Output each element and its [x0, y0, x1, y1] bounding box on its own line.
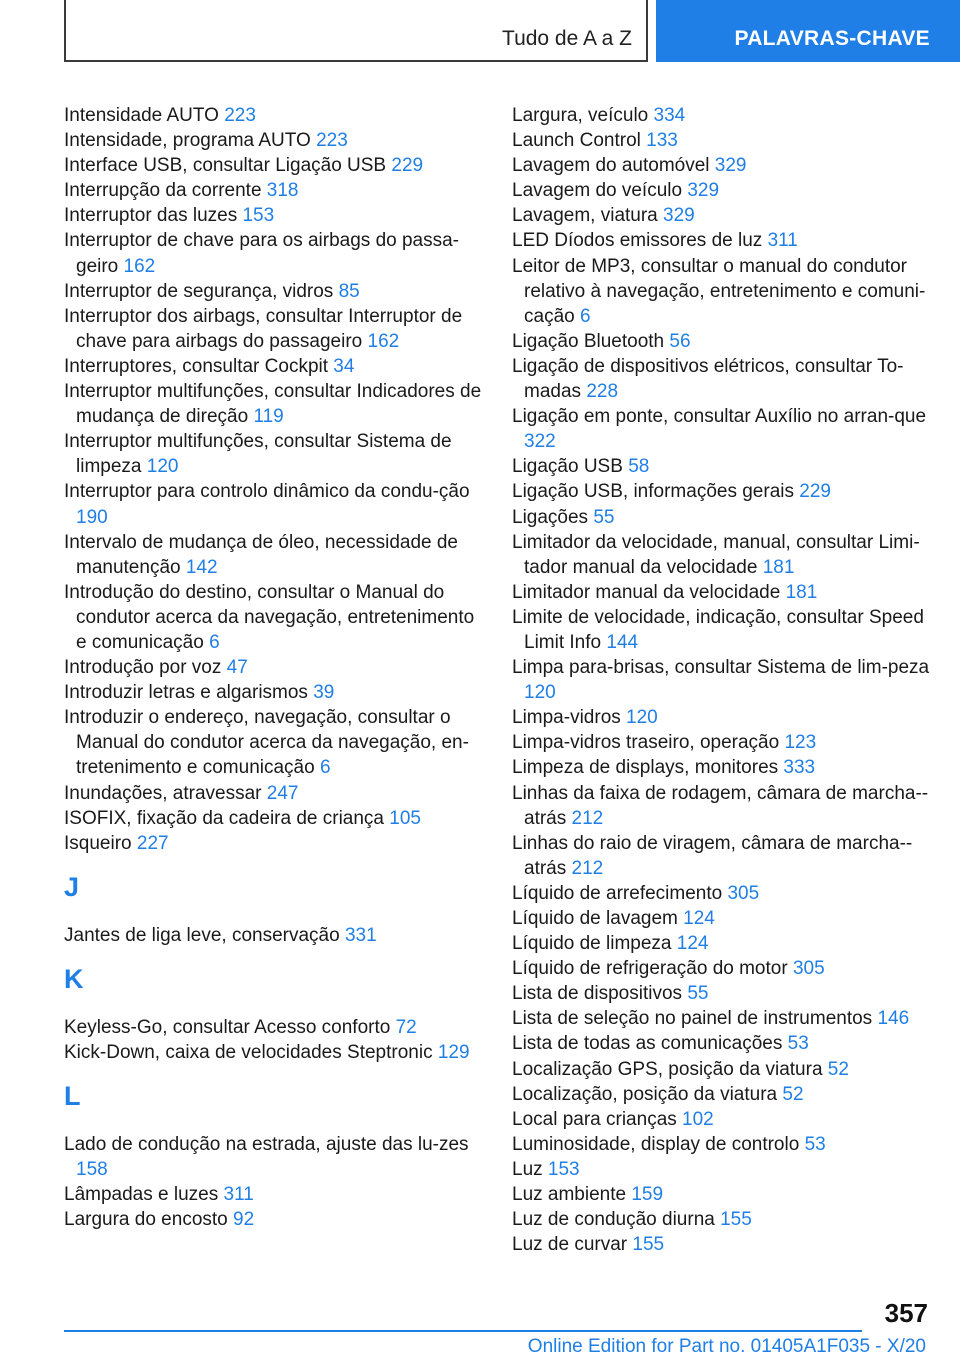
- index-entry-text: Interruptor de chave para os airbags do passa‐geiro: [64, 230, 460, 277]
- index-entry: [512, 254, 932, 329]
- index-entry: [512, 1006, 932, 1031]
- index-page-link[interactable]: 333: [783, 757, 816, 779]
- index-entry: [512, 354, 932, 404]
- index-page-link[interactable]: 6: [579, 305, 591, 327]
- index-entry: [64, 203, 484, 228]
- index-entry: [512, 655, 932, 705]
- index-entry: [64, 228, 484, 278]
- index-entry: [512, 1182, 932, 1207]
- index-entry-text: Líquido de lavagem: [512, 908, 678, 929]
- index-entry-text: Lista de seleção no painel de instrumentos: [512, 1008, 873, 1030]
- index-page-link[interactable]: 305: [792, 958, 825, 980]
- index-entry: [512, 1232, 932, 1257]
- section-tab[interactable]: [64, 0, 648, 62]
- index-page-link[interactable]: 102: [682, 1108, 714, 1130]
- index-page-link[interactable]: 92: [233, 1209, 255, 1231]
- index-entry-text: Interrupção da corrente: [64, 180, 262, 202]
- index-entry-text: Isqueiro: [64, 832, 132, 854]
- index-entry: [512, 454, 932, 479]
- index-page-link[interactable]: 311: [223, 1184, 254, 1206]
- index-entry: [64, 1182, 484, 1207]
- index-page-link[interactable]: 318: [266, 180, 299, 202]
- index-page-link[interactable]: 47: [226, 657, 248, 679]
- index-entry: [512, 1132, 932, 1157]
- index-page-link[interactable]: 123: [784, 732, 817, 754]
- index-entry-text: Launch Control: [512, 130, 641, 152]
- index-entry: [64, 304, 484, 354]
- index-entry-text: Interface USB, consultar Ligação USB: [64, 155, 387, 177]
- index-entry-text: Luz ambiente: [512, 1184, 627, 1206]
- index-page-link[interactable]: 247: [266, 782, 299, 804]
- index-page-link[interactable]: 159: [631, 1184, 664, 1206]
- keywords-tab[interactable]: [656, 0, 960, 62]
- index-page-link[interactable]: 6: [319, 757, 331, 779]
- index-entry: [512, 831, 932, 881]
- index-entry: [512, 1107, 932, 1132]
- index-entry: [64, 831, 484, 856]
- index-page-link[interactable]: 329: [714, 155, 747, 177]
- index-entry: [512, 505, 932, 530]
- index-entry-text: Lado de condução na estrada, ajuste das lu‐zes: [64, 1134, 469, 1156]
- index-page-link[interactable]: 229: [391, 155, 424, 177]
- index-entry: [512, 881, 932, 906]
- index-entry: [512, 781, 932, 831]
- index-entry-text: Limpa-vidros traseiro, operação: [512, 732, 780, 754]
- index-page-link[interactable]: 55: [687, 983, 709, 1005]
- index-page-link[interactable]: 52: [827, 1058, 849, 1080]
- index-entry: [64, 1132, 484, 1182]
- index-entry: [512, 981, 932, 1006]
- page-header: [0, 0, 960, 66]
- index-entry-text: Introdução por voz: [64, 657, 222, 679]
- index-entry-text: Ligação em ponte, consultar Auxílio no arran‐que: [512, 406, 927, 428]
- index-entry: [512, 906, 932, 931]
- index-page-link[interactable]: 124: [683, 908, 715, 929]
- index-entry-text: Lavagem do automóvel: [512, 155, 710, 177]
- index-entry: [512, 530, 932, 580]
- index-entry: [64, 103, 484, 128]
- index-entry: [512, 203, 932, 228]
- index-page-link[interactable]: 212: [571, 807, 604, 829]
- index-entry: [512, 1082, 932, 1107]
- index-entry: [64, 153, 484, 178]
- index-entry-text: Limpa-vidros: [512, 707, 621, 729]
- index-page-link[interactable]: 72: [395, 1016, 417, 1038]
- index-entry-text: Localização, posição da viatura: [512, 1083, 778, 1105]
- index-page-link[interactable]: 155: [632, 1234, 665, 1256]
- index-entry: [64, 379, 484, 429]
- index-page-link[interactable]: 322: [524, 431, 556, 453]
- index-entry: [64, 1040, 484, 1065]
- index-page-link[interactable]: 158: [76, 1159, 108, 1181]
- index-entry-text: Limite de velocidade, indicação, consultar Speed Limit Info: [512, 606, 924, 653]
- index-page-link[interactable]: 124: [676, 933, 709, 955]
- index-entry-text: Limpeza de displays, monitores: [512, 757, 779, 779]
- index-entry: [64, 178, 484, 203]
- index-entry-text: Interruptor de segurança, vidros: [64, 280, 334, 302]
- index-entry: [512, 705, 932, 730]
- index-letter-heading: J: [64, 871, 80, 902]
- index-entry-text: Limitador manual da velocidade: [512, 581, 781, 603]
- index-entry: [512, 1157, 932, 1182]
- index-page-link[interactable]: 223: [224, 105, 256, 126]
- index-entry: [512, 931, 932, 956]
- index-entry-text: Lista de dispositivos: [512, 983, 683, 1005]
- index-entry: [512, 103, 932, 128]
- index-entry: [512, 755, 932, 780]
- index-entry: [64, 479, 484, 529]
- index-entry-text: Lavagem do veículo: [512, 180, 683, 202]
- index-letter-heading: L: [64, 1081, 81, 1112]
- index-column-right: [512, 103, 932, 1257]
- index-entry-text: Interruptores, consultar Cockpit: [64, 355, 329, 377]
- index-entry-text: Local para crianças: [512, 1108, 677, 1130]
- index-entry-text: Localização GPS, posição da viatura: [512, 1058, 823, 1080]
- index-page-link[interactable]: 153: [242, 205, 275, 227]
- index-entry: [64, 580, 484, 655]
- index-entry: [64, 1207, 484, 1232]
- index-entry: [512, 1207, 932, 1232]
- index-page-link[interactable]: 181: [762, 556, 795, 578]
- index-page-link[interactable]: 120: [146, 456, 179, 478]
- index-page-link[interactable]: 119: [253, 406, 284, 428]
- index-entry-text: Interruptor multifunções, consultar Sistema de limpeza: [64, 431, 452, 478]
- index-entry-text: Intervalo de mudança de óleo, necessidade de manutenção: [64, 531, 458, 578]
- index-entry: [512, 228, 932, 253]
- index-page-link[interactable]: 190: [76, 506, 108, 528]
- index-entry: [64, 923, 484, 948]
- index-entry-text: Lâmpadas e luzes: [64, 1184, 219, 1206]
- index-entry-text: Luminosidade, display de controlo: [512, 1133, 800, 1155]
- keywords-tab-label: PALAVRAS-CHAVE: [734, 27, 930, 50]
- index-page-link[interactable]: 120: [626, 707, 658, 729]
- index-entry: [512, 1057, 932, 1082]
- index-page-link[interactable]: 229: [799, 481, 831, 503]
- index-entry-text: Interruptor dos airbags, consultar Interruptor de chave para airbags do passageiro: [64, 305, 463, 352]
- index-entry-text: Introdução do destino, consultar o Manual do condutor acerca da navegação, entretenimento e comunicação: [64, 581, 475, 653]
- index-entry-text: ISOFIX, fixação da cadeira de criança: [64, 807, 384, 829]
- index-entry-text: Linhas do raio de viragem, câmara de marcha-‐atrás: [512, 832, 913, 879]
- index-entry: [512, 605, 932, 655]
- index-entry-text: Intensidade AUTO: [64, 105, 219, 126]
- index-entry: [64, 806, 484, 831]
- index-entry: [64, 128, 484, 153]
- index-page-link[interactable]: 53: [787, 1033, 809, 1055]
- index-entry-text: Limitador da velocidade, manual, consultar Limi‐tador manual da velocidade: [512, 531, 920, 578]
- index-page-link[interactable]: 223: [316, 130, 348, 152]
- index-entry: [512, 329, 932, 354]
- section-tab-label: Tudo de A a Z: [502, 27, 632, 50]
- index-entry-text: Ligação USB: [512, 456, 623, 478]
- index-page-link[interactable]: 329: [663, 205, 695, 227]
- index-column-left: [64, 103, 484, 1232]
- index-entry: [512, 178, 932, 203]
- index-entry-text: Ligações: [512, 506, 589, 528]
- index-entry-text: Interruptor das luzes: [64, 205, 238, 227]
- index-entry-text: Luz de curvar: [512, 1234, 628, 1256]
- index-entry-text: LED Díodos emissores de luz: [512, 230, 763, 252]
- index-entry: [64, 1015, 484, 1040]
- index-page-link[interactable]: 329: [687, 180, 720, 202]
- index-entry: [64, 655, 484, 680]
- index-entry-text: Lavagem, viatura: [512, 205, 658, 227]
- index-page-link[interactable]: 311: [767, 230, 798, 252]
- index-entry: [64, 530, 484, 580]
- index-entry-text: Inundações, atravessar: [64, 782, 262, 804]
- index-entry-text: Keyless-Go, consultar Acesso conforto: [64, 1016, 391, 1038]
- index-entry-text: Líquido de arrefecimento: [512, 882, 723, 904]
- index-entry-text: Jantes de liga leve, conservação: [64, 924, 340, 946]
- index-page-link[interactable]: 153: [547, 1158, 580, 1180]
- index-entry-text: Líquido de limpeza: [512, 933, 672, 955]
- index-entry-text: Luz: [512, 1158, 543, 1180]
- footer-divider: [64, 1330, 862, 1332]
- index-page-link[interactable]: 34: [333, 355, 355, 377]
- index-entry-text: Luz de condução diurna: [512, 1209, 715, 1231]
- index-page-link[interactable]: 53: [804, 1133, 826, 1155]
- index-entry-text: Interruptor para controlo dinâmico da condu‐ção: [64, 481, 470, 503]
- index-page-link[interactable]: 331: [344, 924, 377, 946]
- index-entry: [64, 429, 484, 479]
- index-page-link[interactable]: 55: [593, 506, 615, 528]
- index-page-link[interactable]: 212: [571, 857, 604, 879]
- index-entry-text: Líquido de refrigeração do motor: [512, 958, 788, 980]
- index-entry-text: Leitor de MP3, consultar o manual do condutor relativo à navegação, entretenimento e comuni‐cação: [512, 255, 926, 327]
- index-page-link[interactable]: 6: [209, 631, 220, 653]
- index-entry-text: Limpa para-brisas, consultar Sistema de lim‐peza: [512, 657, 930, 679]
- index-entry-text: Linhas da faixa de rodagem, câmara de marcha-‐atrás: [512, 782, 929, 829]
- index-entry: [512, 580, 932, 605]
- index-entry-text: Introduzir o endereço, navegação, consultar o Manual do condutor acerca da navegação, en‐tretenimento e comunicação: [64, 707, 469, 779]
- index-page-link[interactable]: 120: [524, 682, 556, 704]
- index-entry-text: Interruptor multifunções, consultar Indicadores de mudança de direção: [64, 381, 482, 428]
- index-page-link[interactable]: 144: [606, 631, 639, 653]
- index-page-link[interactable]: 56: [669, 330, 691, 352]
- index-page-link[interactable]: 52: [782, 1083, 804, 1105]
- index-page-link[interactable]: 227: [136, 832, 169, 854]
- index-entry-text: Introduzir letras e algarismos: [64, 682, 308, 704]
- index-page-link[interactable]: 39: [313, 682, 335, 704]
- index-page-link[interactable]: 305: [727, 882, 760, 904]
- index-letter-heading: K: [64, 963, 84, 994]
- index-entry: [512, 128, 932, 153]
- index-page-link[interactable]: 85: [338, 280, 360, 302]
- index-entry-text: Ligação Bluetooth: [512, 330, 665, 352]
- index-entry-text: Intensidade, programa AUTO: [64, 130, 311, 152]
- index-page-link[interactable]: 142: [185, 556, 218, 578]
- index-page-link[interactable]: 155: [720, 1209, 752, 1231]
- index-entry: [64, 705, 484, 780]
- page-number: 357: [884, 1298, 928, 1328]
- index-entry: [512, 479, 932, 504]
- index-page-link[interactable]: 146: [877, 1008, 910, 1030]
- index-entry: [512, 956, 932, 981]
- index-entry-text: Kick-Down, caixa de velocidades Steptronic: [64, 1042, 433, 1063]
- index-page-link[interactable]: 162: [123, 255, 156, 277]
- index-entry: [64, 781, 484, 806]
- index-entry-text: Largura, veículo: [512, 105, 649, 126]
- index-page-link[interactable]: 181: [785, 581, 818, 603]
- index-entry-text: Largura do encosto: [64, 1209, 228, 1231]
- index-page-link[interactable]: 162: [367, 330, 400, 352]
- index-entry: [64, 279, 484, 304]
- index-entry-text: Lista de todas as comunicações: [512, 1033, 783, 1055]
- index-page-link[interactable]: 228: [586, 381, 619, 403]
- index-entry: [512, 153, 932, 178]
- index-entry: [64, 354, 484, 379]
- footer-edition-text: Online Edition for Part no. 01405A1F035 - X/20: [527, 1336, 926, 1357]
- index-page-link[interactable]: 133: [646, 130, 678, 152]
- index-entry: [64, 680, 484, 705]
- index-entry-text: Ligação de dispositivos elétricos, consultar To‐madas: [512, 355, 904, 403]
- index-entry: [512, 1031, 932, 1056]
- index-page-link[interactable]: 334: [653, 105, 686, 126]
- index-page-link[interactable]: 129: [437, 1042, 470, 1063]
- index-entry-text: Ligação USB, informações gerais: [512, 481, 794, 503]
- index-entry: [512, 730, 932, 755]
- index-page-link[interactable]: 58: [628, 456, 650, 478]
- index-page-link[interactable]: 105: [389, 807, 421, 829]
- index-entry: [512, 404, 932, 454]
